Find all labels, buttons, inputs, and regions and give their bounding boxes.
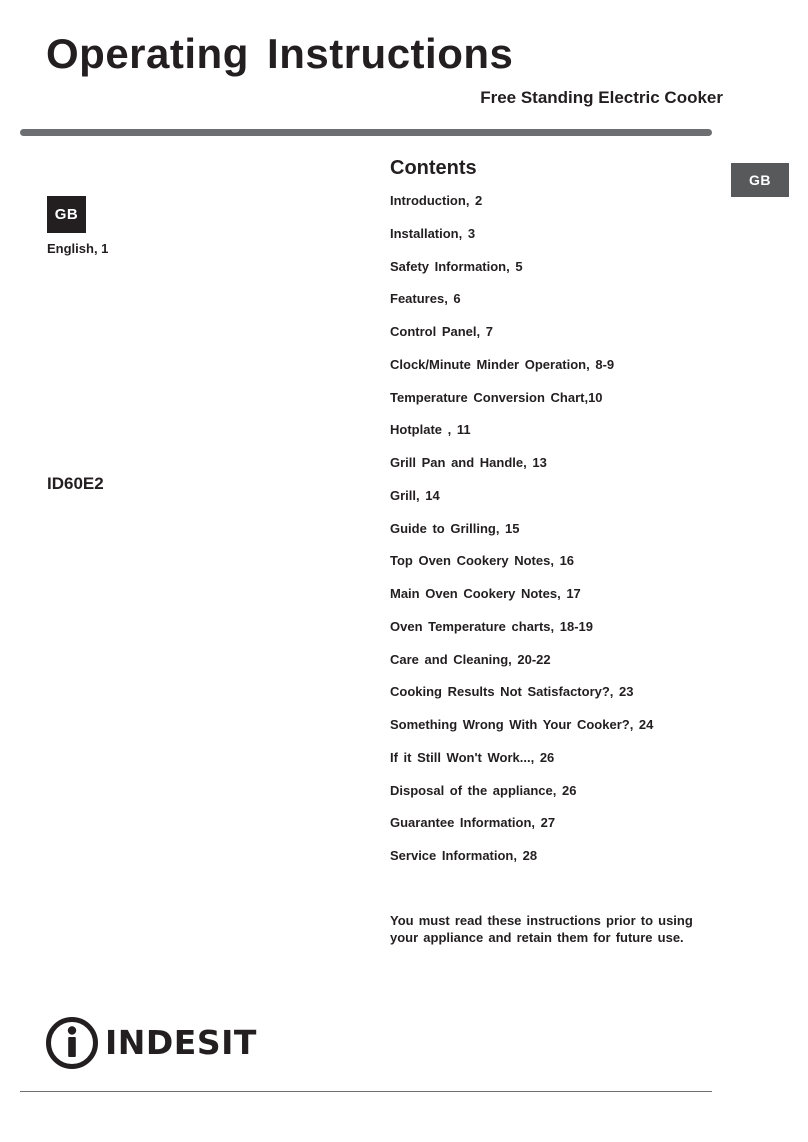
contents-item: Something Wrong With Your Cooker?, 24 bbox=[390, 717, 654, 732]
brand-logo bbox=[45, 1016, 257, 1070]
contents-item: Temperature Conversion Chart,10 bbox=[390, 389, 603, 405]
contents-item: Service Information, 28 bbox=[390, 848, 538, 863]
contents-item: Disposal of the appliance, 26 bbox=[390, 782, 577, 798]
contents-list bbox=[390, 192, 653, 880]
contents-item: Grill, 14 bbox=[390, 487, 440, 503]
contents-item: Cooking Results Not Satisfactory?, 23 bbox=[390, 684, 634, 700]
header-divider bbox=[20, 129, 712, 136]
contents-item: Safety Information, 5 bbox=[390, 258, 523, 274]
language-badge: GB bbox=[47, 196, 86, 233]
contents-item: Oven Temperature charts, 18-19 bbox=[390, 618, 594, 634]
contents-item: Main Oven Cookery Notes, 17 bbox=[390, 586, 581, 601]
footer-divider bbox=[20, 1091, 712, 1092]
contents-heading: Contents bbox=[390, 157, 477, 179]
contents-item: Control Panel, 7 bbox=[390, 324, 493, 339]
contents-item: Clock/Minute Minder Operation, 8-9 bbox=[390, 356, 615, 372]
language-entry: English, 1 bbox=[47, 241, 109, 256]
read-instructions-notice: You must read these instructions prior to using your appliance and retain them for future use. bbox=[390, 913, 693, 945]
indesit-logo-icon bbox=[45, 1016, 99, 1070]
contents-item: Introduction, 2 bbox=[390, 193, 483, 208]
contents-item: Guarantee Information, 27 bbox=[390, 815, 556, 831]
page-subtitle: Free Standing Electric Cooker bbox=[480, 88, 723, 107]
contents-item: Features, 6 bbox=[390, 291, 461, 307]
contents-item: Hotplate , 11 bbox=[390, 422, 471, 438]
page-title: Operating Instructions bbox=[46, 30, 514, 77]
contents-item: Guide to Grilling, 15 bbox=[390, 520, 520, 536]
brand-name: INDESIT bbox=[105, 1023, 257, 1062]
model-number: ID60E2 bbox=[47, 474, 104, 493]
contents-item: Care and Cleaning, 20-22 bbox=[390, 651, 551, 667]
contents-item: Top Oven Cookery Notes, 16 bbox=[390, 553, 575, 569]
contents-item: Grill Pan and Handle, 13 bbox=[390, 455, 547, 470]
contents-item: Installation, 3 bbox=[390, 225, 476, 241]
language-side-tab: GB bbox=[731, 163, 789, 197]
contents-item: If it Still Won't Work..., 26 bbox=[390, 749, 555, 765]
